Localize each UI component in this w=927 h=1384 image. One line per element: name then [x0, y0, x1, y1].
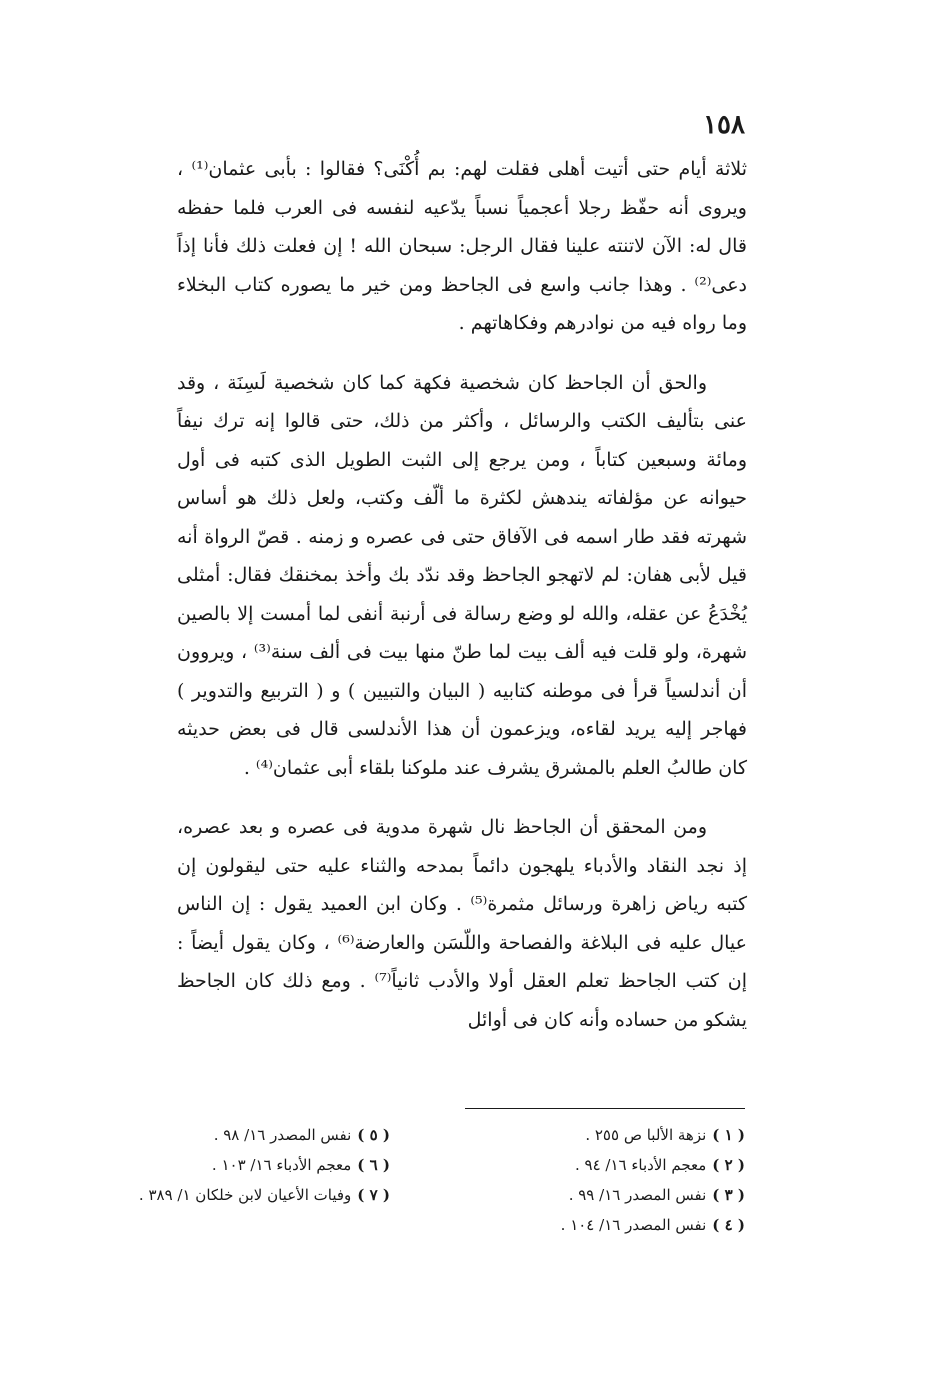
footnote-item: [495, 1150, 745, 1180]
footnote-item: [495, 1210, 745, 1240]
footnote-text: معجم الأدباء ١٦/ ١٠٣ .: [211, 1156, 352, 1174]
paragraph-2: والحق أن الجاحظ كان شخصية فكهة كما كان شخصية لَسِنَة ، وقد عنى بتأليف الكتب والرسائل ، وأكثر من ذلك، حتى قالوا إنه ترك نيفاً ومائة وسبعين كتاباً ، ومن يرجع إلى الثبت الطويل الذى كتبه فى أول حيوانه عن مؤلفاته يندهش لكثرة ما ألّف وكتب، ولعل ذلك هو أساس شهرته فقد طار اسمه فى الآفاق حتى فى عصره و زمنه . قصّ الرواة أنه قيل لأبى هفان: لم لاتهجو الجاحظ وقد ندّد بك وأخذ بمخنقك فقال: أمثلى يُخْدَعُ عن عقله، والله لو وضع رسالة فى أرنبة أنفى لما أمست إلا بالصين شهرة، ولو قلت فيه ألف بيت لما طنّ منها بيت فى ألف سنة⁽³⁾ ، ويروون أن أندلسياً قرأ فى موطنه كتابيه ( البيان والتبيين ) و ( التربيع والتدوير ) فهاجر إليه يريد لقاءه، ويزعمون أن هذا الأندلسى قال فى بعض حديثه كان طالبُ العلم بالمشرق يشرف عند ملوكنا بلقاء أبى عثمان⁽⁴⁾ .: [177, 371, 747, 779]
footnote-item: [130, 1180, 390, 1210]
footnote-text: معجم الأدباء ١٦/ ٩٤ .: [574, 1156, 707, 1174]
footnote-item: [130, 1120, 390, 1150]
footnote-number: ( ٣ ): [712, 1186, 745, 1204]
footnote-number: ( ٧ ): [357, 1186, 390, 1204]
footnote-text: نفس المصدر ١٦/ ٩٨ .: [213, 1126, 352, 1144]
footnotes-column-left: [130, 1120, 390, 1210]
footnote-number: ( ١ ): [712, 1126, 745, 1144]
footnote-divider: [465, 1108, 745, 1109]
footnote-text: نفس المصدر ١٦/ ١٠٤ .: [560, 1216, 707, 1234]
footnotes-column-right: [495, 1120, 745, 1240]
footnote-text: وفيات الأعيان لابن خلكان ١/ ٣٨٩ .: [138, 1186, 352, 1204]
footnote-text: نزهة الألبا ص ٢٥٥ .: [585, 1126, 707, 1144]
footnote-item: [130, 1150, 390, 1180]
footnote-number: ( ٢ ): [712, 1156, 745, 1174]
paragraph-3: ومن المحقق أن الجاحظ نال شهرة مدوية فى عصره و بعد عصره، إذ نجد النقاد والأدباء يلهجون دائماً بمدحه والثناء عليه حتى ليقولون إن كتبه رياض زاهرة ورسائل مثمرة⁽⁵⁾ . وكان ابن العميد يقول : إن الناس عيال عليه فى البلاغة والفصاحة واللّسَن والعارضة⁽⁶⁾ ، وكان يقول أيضاً : إن كتب الجاحظ تعلم العقل أولا والأدب ثانياً⁽⁷⁾ . ومع ذلك كان الجاحظ يشكو من حساده وأنه كان فى أوائل: [177, 816, 748, 1031]
footnote-item: [495, 1180, 745, 1210]
paragraph-1: ثلاثة أيام حتى أتيت أهلى فقلت لهم: بم أُكْنَى؟ فقالوا : بأبى عثمان⁽¹⁾ ، ويروى أنه حفّظ رجلا أعجمياً نسباً يدّعيه لنفسه فى العرب فلما حفظه قال له: الآن لاتنته علينا فقال الرجل: سبحان الله ! إن فعلت ذلك فأنا إذاً دعى⁽²⁾ . وهذا جانب واسع فى الجاحظ ومن خير ما يصوره كتاب البخلاء وما رواه فيه من نوادرهم وفكاهاتهم .: [177, 158, 748, 334]
footnote-item: [495, 1120, 745, 1150]
footnote-number: ( ٤ ): [712, 1216, 745, 1234]
footnote-number: ( ٥ ): [357, 1126, 390, 1144]
footnote-text: نفس المصدر ١٦/ ٩٩ .: [568, 1186, 707, 1204]
footnote-number: ( ٦ ): [357, 1156, 390, 1174]
body-text: [177, 150, 747, 1039]
page-number: ١٥٨: [703, 110, 745, 140]
